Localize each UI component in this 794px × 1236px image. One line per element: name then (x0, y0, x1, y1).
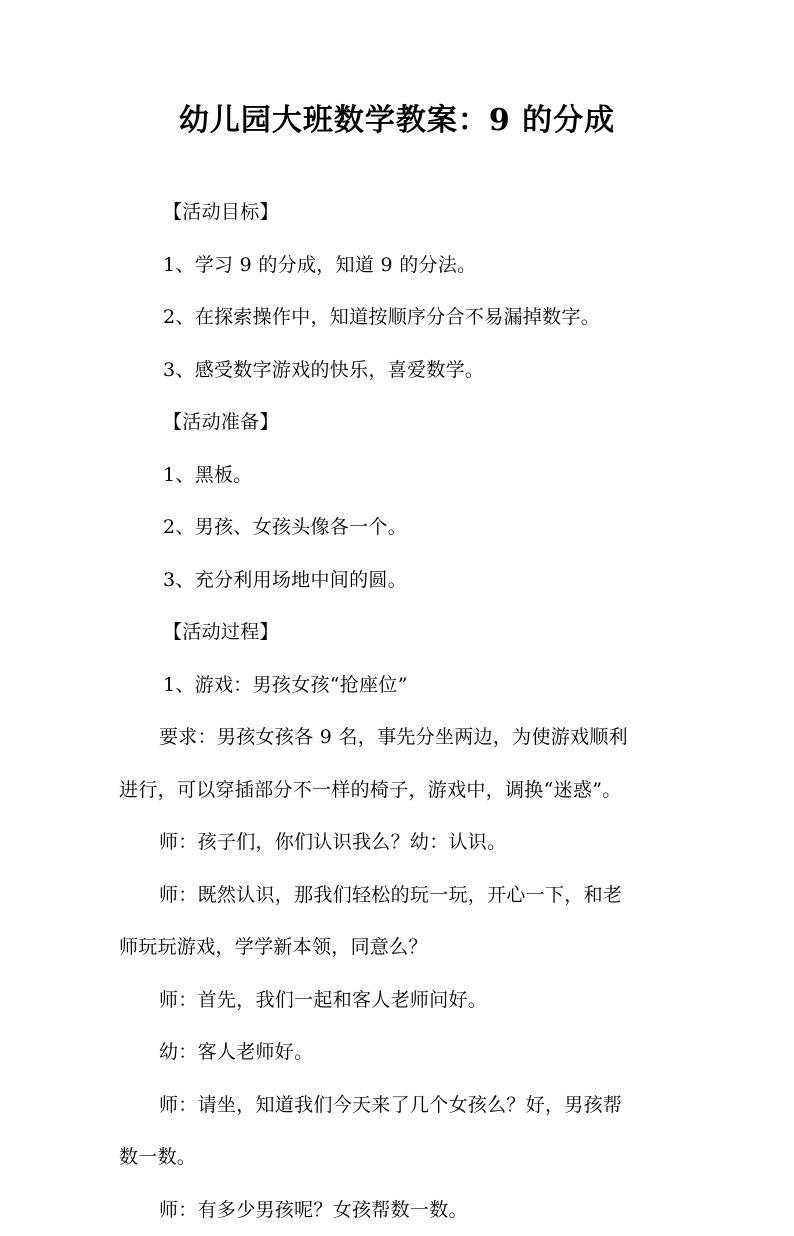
section-heading-process: 【活动过程】 (119, 606, 679, 659)
paragraph: 3、感受数字游戏的快乐，喜爱数学。 (119, 344, 679, 397)
paragraph: 幼：客人老师好。 (119, 1026, 679, 1079)
paragraph: 师：请坐，知道我们今天来了几个女孩么？好，男孩帮 (119, 1079, 679, 1132)
paragraph-continuation: 数一数。 (119, 1131, 679, 1184)
paragraph: 2、男孩、女孩头像各一个。 (119, 501, 679, 554)
paragraph-continuation: 师玩玩游戏，学学新本领，同意么？ (119, 921, 679, 974)
paragraph-continuation: 进行，可以穿插部分不一样的椅子，游戏中，调换“迷惑”。 (119, 764, 679, 817)
paragraph: 要求：男孩女孩各 9 名，事先分坐两边，为使游戏顺利 (119, 711, 679, 764)
document-body (119, 186, 679, 1236)
paragraph: 师：首先，我们一起和客人老师问好。 (119, 974, 679, 1027)
section-heading-objectives: 【活动目标】 (119, 186, 679, 239)
paragraph: 师：有多少男孩呢？女孩帮数一数。 (119, 1184, 679, 1236)
paragraph: 3、充分利用场地中间的圆。 (119, 554, 679, 607)
paragraph: 1、黑板。 (119, 449, 679, 502)
paragraph: 1、学习 9 的分成，知道 9 的分法。 (119, 239, 679, 292)
paragraph: 师：孩子们，你们认识我么？幼：认识。 (119, 816, 679, 869)
paragraph: 师：既然认识，那我们轻松的玩一玩，开心一下，和老 (119, 869, 679, 922)
document-title: 幼儿园大班数学教案：9 的分成 (0, 95, 794, 139)
paragraph: 1、游戏：男孩女孩“抢座位” (119, 659, 679, 712)
paragraph: 2、在探索操作中，知道按顺序分合不易漏掉数字。 (119, 291, 679, 344)
section-heading-preparation: 【活动准备】 (119, 396, 679, 449)
